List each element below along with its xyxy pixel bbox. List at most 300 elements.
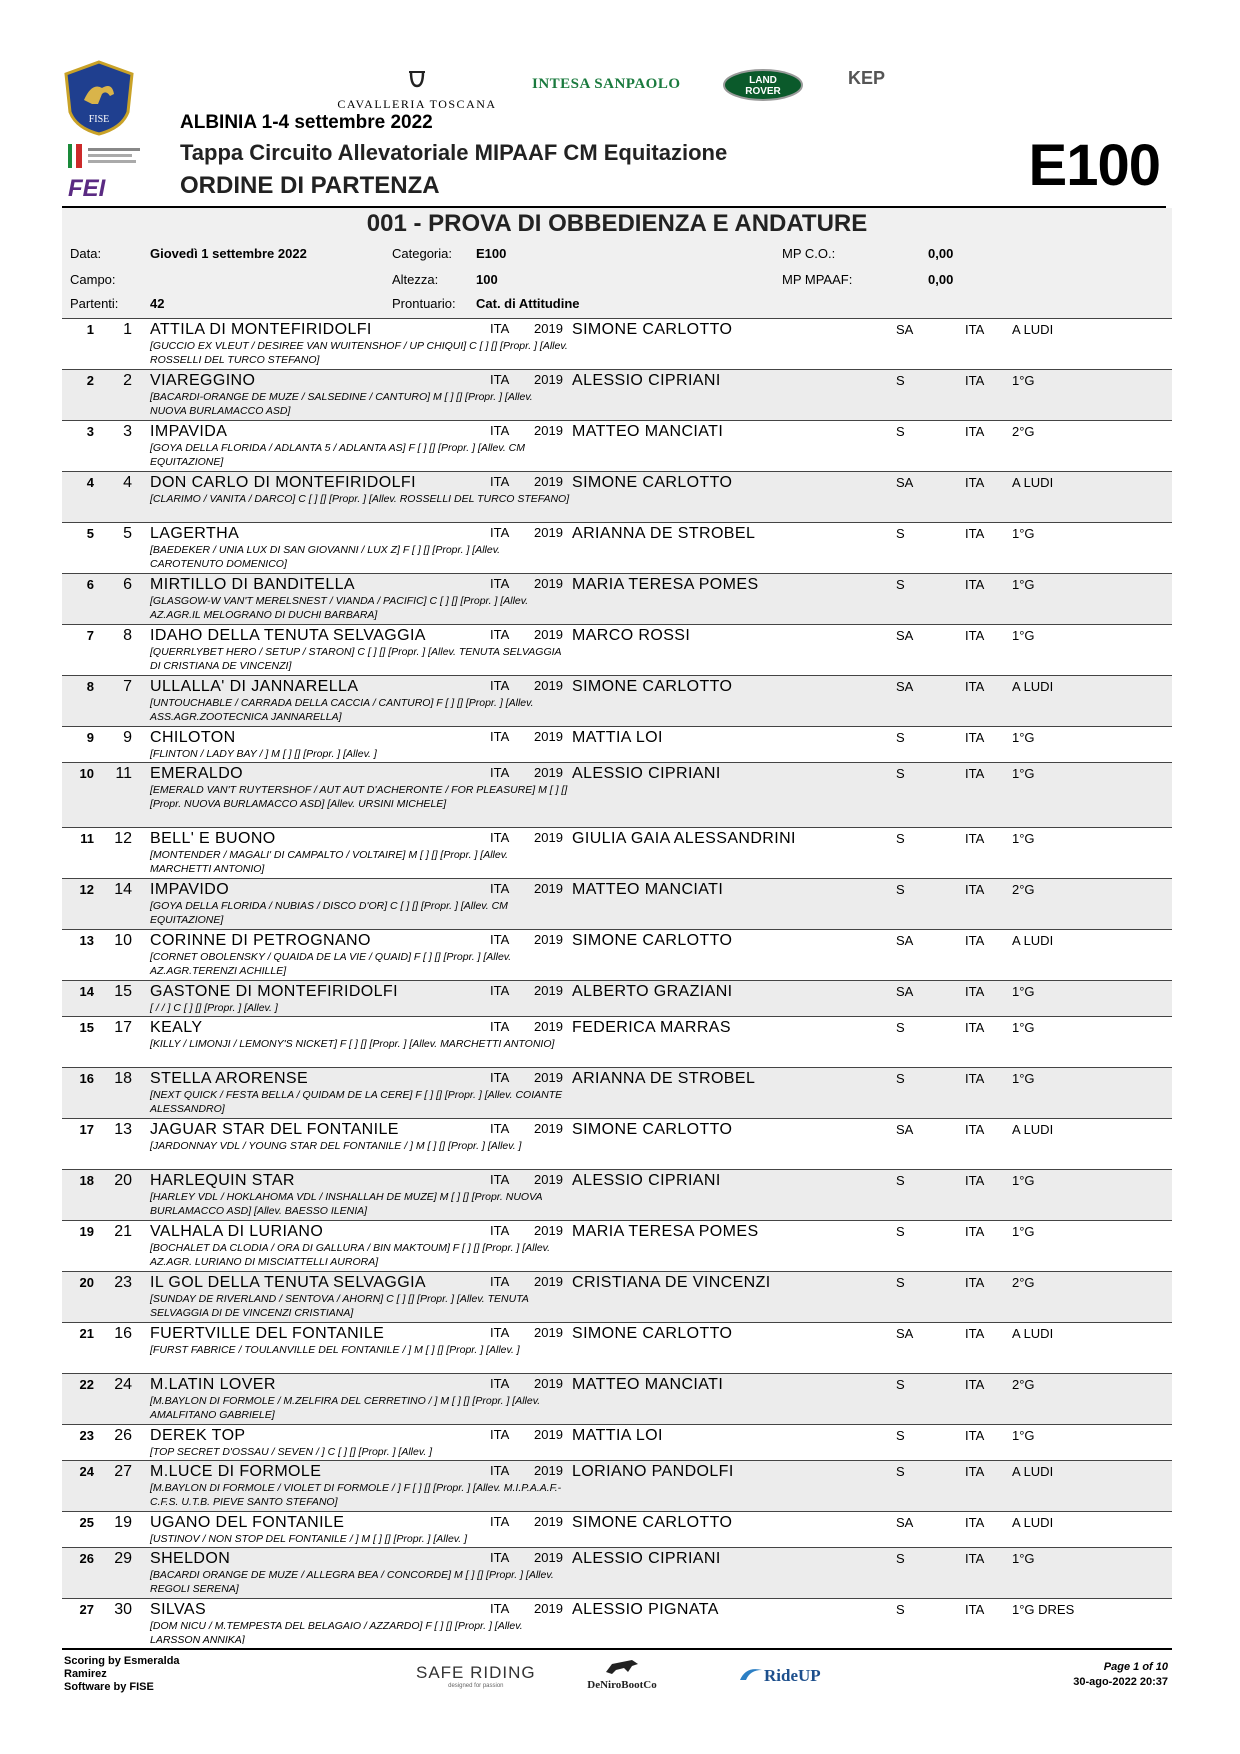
rideup-text: RideUP bbox=[764, 1666, 821, 1685]
coni-logo bbox=[66, 142, 146, 170]
start-list-row bbox=[62, 1424, 1172, 1460]
rider-category: S bbox=[896, 1173, 905, 1188]
start-order: 2 bbox=[86, 373, 94, 388]
rider-nation: ITA bbox=[965, 526, 985, 541]
rider-category: S bbox=[896, 373, 905, 388]
bib-number: 4 bbox=[123, 474, 132, 491]
horse-pedigree: [SUNDAY DE RIVERLAND / SENTOVA / AHORN] C [ ] [] [Propr. ] [Allev. TENUTA SELVAGGIA DI DE VINCENZI CRISTIANA] bbox=[150, 1293, 529, 1319]
rider-name: CRISTIANA DE VINCENZI bbox=[572, 1274, 771, 1291]
start-list-row bbox=[62, 1271, 1172, 1322]
horseshoe-icon bbox=[407, 68, 427, 90]
rider-group: 1°G bbox=[1012, 1224, 1035, 1239]
horse-name: IMPAVIDO bbox=[150, 881, 230, 898]
scoring-line-2: Ramirez bbox=[64, 1668, 107, 1680]
horse-birth-year: 2019 bbox=[534, 1070, 563, 1085]
rider-name: MARCO ROSSI bbox=[572, 627, 691, 644]
bib-number: 19 bbox=[114, 1514, 132, 1531]
footer-divider bbox=[62, 1648, 1172, 1650]
prontuario-value: Cat. di Attitudine bbox=[476, 296, 580, 311]
rider-group: 1°G bbox=[1012, 526, 1035, 541]
horse-birth-year: 2019 bbox=[534, 1172, 563, 1187]
kep-text: KEP bbox=[848, 68, 886, 88]
rider-category: S bbox=[896, 1428, 905, 1443]
horse-name: HARLEQUIN STAR bbox=[150, 1172, 295, 1189]
altezza-label: Altezza: bbox=[392, 272, 439, 287]
rider-group: 1°G bbox=[1012, 577, 1035, 592]
bib-number: 29 bbox=[114, 1550, 132, 1567]
scoring-line-3: Software by FISE bbox=[64, 1681, 154, 1693]
horse-name: JAGUAR STAR DEL FONTANILE bbox=[150, 1121, 399, 1138]
horse-birth-year: 2019 bbox=[534, 729, 563, 744]
horse-nation: ITA bbox=[490, 881, 510, 896]
start-list-row bbox=[62, 522, 1172, 573]
start-order: 16 bbox=[79, 1071, 94, 1086]
horse-name: EMERALDO bbox=[150, 765, 243, 782]
rider-group: 1°G bbox=[1012, 984, 1035, 999]
rider-nation: ITA bbox=[965, 1326, 985, 1341]
rider-group: 1°G bbox=[1012, 1020, 1035, 1035]
rider-name: MATTEO MANCIATI bbox=[572, 423, 724, 440]
rider-category: S bbox=[896, 766, 905, 781]
horse-pedigree: [GUCCIO EX VLEUT / DESIREE VAN WUITENSHOF / UP CHIQUI] C [ ] [] [Propr. ] [Allev. ROSSELLI DEL TURCO STEFANO] bbox=[150, 340, 568, 366]
start-order: 20 bbox=[79, 1275, 94, 1290]
horse-birth-year: 2019 bbox=[534, 576, 563, 591]
page-info bbox=[1073, 1660, 1168, 1690]
bib-number: 1 bbox=[123, 321, 132, 338]
start-order: 6 bbox=[86, 577, 94, 592]
rider-group: 1°G bbox=[1012, 373, 1035, 388]
campo-label: Campo: bbox=[70, 272, 116, 287]
rider-category: SA bbox=[896, 933, 914, 948]
start-order: 11 bbox=[80, 831, 94, 846]
class-code: E100 bbox=[1028, 133, 1160, 198]
mp-co-label: MP C.O.: bbox=[782, 246, 836, 261]
bib-number: 17 bbox=[114, 1019, 132, 1036]
rider-name: LORIANO PANDOLFI bbox=[572, 1463, 734, 1480]
start-list-row bbox=[62, 762, 1172, 827]
bib-number: 24 bbox=[114, 1376, 132, 1393]
scoring-credits bbox=[64, 1655, 180, 1697]
rider-name: ALBERTO GRAZIANI bbox=[572, 983, 733, 1000]
horse-nation: ITA bbox=[490, 474, 510, 489]
rider-name: ALESSIO CIPRIANI bbox=[572, 765, 721, 782]
intesa-sanpaolo-logo: INTESA SANPAOLO bbox=[532, 76, 681, 92]
rider-name: ALESSIO CIPRIANI bbox=[572, 1550, 721, 1567]
horse-birth-year: 2019 bbox=[534, 1376, 563, 1391]
partenti-label: Partenti: bbox=[70, 296, 119, 311]
horse-nation: ITA bbox=[490, 932, 510, 947]
prontuario-label: Prontuario: bbox=[392, 296, 456, 311]
svg-text:LAND: LAND bbox=[749, 75, 777, 86]
rider-nation: ITA bbox=[965, 1377, 985, 1392]
rider-name: FEDERICA MARRAS bbox=[572, 1019, 731, 1036]
start-order: 21 bbox=[79, 1326, 94, 1341]
rider-name: ALESSIO CIPRIANI bbox=[572, 1172, 721, 1189]
rider-group: 1°G bbox=[1012, 766, 1035, 781]
horse-nation: ITA bbox=[490, 627, 510, 642]
rider-name: ARIANNA DE STROBEL bbox=[572, 525, 756, 542]
rider-category: S bbox=[896, 1071, 905, 1086]
horse-birth-year: 2019 bbox=[534, 678, 563, 693]
rider-nation: ITA bbox=[965, 628, 985, 643]
rider-name: MARIA TERESA POMES bbox=[572, 576, 759, 593]
start-order: 25 bbox=[79, 1515, 94, 1530]
rider-name: MATTEO MANCIATI bbox=[572, 1376, 724, 1393]
rider-nation: ITA bbox=[965, 1275, 985, 1290]
start-list-row bbox=[62, 675, 1172, 726]
rider-nation: ITA bbox=[965, 1122, 985, 1137]
cavalleria-text: CAVALLERIA TOSCANA bbox=[337, 97, 497, 111]
rider-category: S bbox=[896, 730, 905, 745]
bib-number: 26 bbox=[114, 1427, 132, 1444]
horse-pedigree: [UNTOUCHABLE / CARRADA DELLA CACCIA / CANTURO] F [ ] [] [Propr. ] [Allev. ASS.AGR.ZOOTECNICA JANNARELLA] bbox=[150, 697, 534, 723]
horse-pedigree: [DOM NICU / M.TEMPESTA DEL BELAGAIO / AZZARDO] F [ ] [] [Propr. ] [Allev. LARSSON ANNIKA] bbox=[150, 1620, 523, 1644]
horse-pedigree: [FLINTON / LADY BAY / ] M [ ] [] [Propr. ] [Allev. ] bbox=[150, 748, 377, 760]
start-order: 27 bbox=[79, 1602, 94, 1617]
horse-name: M.LATIN LOVER bbox=[150, 1376, 276, 1393]
start-list-row bbox=[62, 420, 1172, 471]
rider-nation: ITA bbox=[965, 933, 985, 948]
bib-number: 2 bbox=[123, 372, 132, 389]
rider-nation: ITA bbox=[965, 475, 985, 490]
cavalleria-toscana-logo bbox=[332, 68, 502, 112]
horse-pedigree: [GLASGOW-W VAN'T MERELSNEST / VIANDA / PACIFIC] C [ ] [] [Propr. ] [Allev. AZ.AGR.IL MELOGRANO DI DUCHI BARBARA] bbox=[150, 595, 529, 621]
rider-category: SA bbox=[896, 679, 914, 694]
horse-pedigree: [EMERALD VAN'T RUYTERSHOF / AUT AUT D'ACHERONTE / FOR PLEASURE] M [ ] [] [Propr. NUOVA BURLAMACCO ASD] [Allev. URSINI MICHELE] bbox=[150, 784, 568, 810]
rider-nation: ITA bbox=[965, 984, 985, 999]
start-order: 24 bbox=[79, 1464, 94, 1479]
horse-name: DEREK TOP bbox=[150, 1427, 246, 1444]
horse-nation: ITA bbox=[490, 1376, 510, 1391]
start-order: 10 bbox=[79, 766, 94, 781]
start-list bbox=[62, 318, 1172, 1644]
horse-pedigree: [BACARDI-ORANGE DE MUZE / SALSEDINE / CANTURO] M [ ] [] [Propr. ] [Allev. NUOVA BURLAMACCO ASD] bbox=[150, 391, 533, 417]
start-order: 8 bbox=[86, 679, 94, 694]
start-order: 15 bbox=[79, 1020, 94, 1035]
horse-name: M.LUCE DI FORMOLE bbox=[150, 1463, 322, 1480]
horse-nation: ITA bbox=[490, 765, 510, 780]
deniro-boot-text: DeNiroBootCo bbox=[587, 1679, 657, 1691]
rider-group: 1°G bbox=[1012, 730, 1035, 745]
start-list-row bbox=[62, 1547, 1172, 1598]
horse-birth-year: 2019 bbox=[534, 321, 563, 336]
rider-name: SIMONE CARLOTTO bbox=[572, 474, 733, 491]
bib-number: 11 bbox=[115, 765, 132, 782]
horse-name: VIAREGGINO bbox=[150, 372, 256, 389]
rider-group: 2°G bbox=[1012, 424, 1035, 439]
bib-number: 6 bbox=[123, 576, 132, 593]
horse-pedigree: [BAEDEKER / UNIA LUX DI SAN GIOVANNI / LUX Z] F [ ] [] [Propr. ] [Allev. CAROTENUTO DOMENICO] bbox=[150, 544, 501, 570]
horse-name: ATTILA DI MONTEFIRIDOLFI bbox=[150, 321, 372, 338]
rider-name: MATTIA LOI bbox=[572, 729, 663, 746]
horse-birth-year: 2019 bbox=[534, 1601, 563, 1616]
horse-pedigree: [MONTENDER / MAGALI' DI CAMPALTO / VOLTAIRE] M [ ] [] [Propr. ] [Allev. MARCHETTI ANTONIO] bbox=[150, 849, 509, 875]
horse-pedigree: [JARDONNAY VDL / YOUNG STAR DEL FONTANILE / ] M [ ] [] [Propr. ] [Allev. ] bbox=[150, 1140, 522, 1152]
horse-name: IL GOL DELLA TENUTA SELVAGGIA bbox=[150, 1274, 426, 1291]
rider-group: 2°G bbox=[1012, 1377, 1035, 1392]
horse-name: FUERTVILLE DEL FONTANILE bbox=[150, 1325, 385, 1342]
bib-number: 3 bbox=[123, 423, 132, 440]
rider-nation: ITA bbox=[965, 1071, 985, 1086]
fei-logo bbox=[66, 174, 136, 200]
start-order: 22 bbox=[79, 1377, 94, 1392]
competition-title: 001 - PROVA DI OBBEDIENZA E ANDATURE bbox=[366, 210, 868, 237]
start-list-row bbox=[62, 980, 1172, 1016]
start-list-row bbox=[62, 1598, 1172, 1644]
bib-number: 9 bbox=[123, 729, 132, 746]
horse-birth-year: 2019 bbox=[534, 983, 563, 998]
start-order: 14 bbox=[79, 984, 94, 999]
start-list-row bbox=[62, 1169, 1172, 1220]
svg-text:FEI: FEI bbox=[68, 175, 106, 200]
bib-number: 7 bbox=[123, 678, 132, 695]
safe-riding-text: SAFE RIDING bbox=[416, 1663, 536, 1682]
rider-nation: ITA bbox=[965, 1020, 985, 1035]
bib-number: 27 bbox=[114, 1463, 132, 1480]
start-order: 7 bbox=[86, 628, 94, 643]
rider-group: 1°G bbox=[1012, 831, 1035, 846]
horse-name: SHELDON bbox=[150, 1550, 231, 1567]
rider-category: S bbox=[896, 1275, 905, 1290]
horse-nation: ITA bbox=[490, 1550, 510, 1565]
bib-number: 12 bbox=[114, 830, 132, 847]
rider-nation: ITA bbox=[965, 679, 985, 694]
horse-pedigree: [GOYA DELLA FLORIDA / ADLANTA 5 / ADLANTA AS] F [ ] [] [Propr. ] [Allev. CM EQUITAZIONE] bbox=[150, 442, 525, 468]
horse-nation: ITA bbox=[490, 372, 510, 387]
rider-group: A LUDI bbox=[1012, 1326, 1054, 1341]
start-order: 3 bbox=[86, 424, 94, 439]
start-list-row bbox=[62, 369, 1172, 420]
event-subtitle: Tappa Circuito Allevatoriale MIPAAF CM Equitazione bbox=[180, 140, 728, 165]
start-list-row bbox=[62, 1373, 1172, 1424]
rider-group: 1°G bbox=[1012, 1551, 1035, 1566]
horse-birth-year: 2019 bbox=[534, 1274, 563, 1289]
safe-riding-logo bbox=[416, 1663, 536, 1689]
rider-category: S bbox=[896, 1551, 905, 1566]
rider-nation: ITA bbox=[965, 373, 985, 388]
rider-nation: ITA bbox=[965, 1515, 985, 1530]
land-rover-logo bbox=[722, 68, 804, 102]
horse-birth-year: 2019 bbox=[534, 881, 563, 896]
horse-birth-year: 2019 bbox=[534, 1121, 563, 1136]
horse-nation: ITA bbox=[490, 1325, 510, 1340]
rider-category: S bbox=[896, 1224, 905, 1239]
data-value: Giovedì 1 settembre 2022 bbox=[150, 246, 307, 261]
horse-name: CHILOTON bbox=[150, 729, 236, 746]
start-list-row bbox=[62, 624, 1172, 675]
horse-nation: ITA bbox=[490, 1121, 510, 1136]
bib-number: 8 bbox=[123, 627, 132, 644]
safe-riding-tagline: designed for passion bbox=[448, 1683, 504, 1689]
horse-nation: ITA bbox=[490, 678, 510, 693]
horse-birth-year: 2019 bbox=[534, 525, 563, 540]
horse-pedigree: [KILLY / LIMONJI / LEMONY'S NICKET] F [ ] [] [Propr. ] [Allev. MARCHETTI ANTONIO] bbox=[150, 1038, 555, 1050]
mp-mipaaf-value: 0,00 bbox=[928, 272, 954, 287]
rider-name: SIMONE CARLOTTO bbox=[572, 1121, 733, 1138]
start-list-row bbox=[62, 726, 1172, 762]
horse-name: DON CARLO DI MONTEFIRIDOLFI bbox=[150, 474, 416, 491]
mp-mipaaf-label: MP MPAAF: bbox=[782, 272, 853, 287]
horse-name: LAGERTHA bbox=[150, 525, 240, 542]
horse-nation: ITA bbox=[490, 729, 510, 744]
horse-pedigree: [TOP SECRET D'OSSAU / SEVEN / ] C [ ] [] [Propr. ] [Allev. ] bbox=[150, 1446, 433, 1458]
rider-category: SA bbox=[896, 1326, 914, 1341]
rider-name: MATTIA LOI bbox=[572, 1427, 663, 1444]
horse-birth-year: 2019 bbox=[534, 474, 563, 489]
start-list-row bbox=[62, 929, 1172, 980]
horse-pedigree: [NEXT QUICK / FESTA BELLA / QUIDAM DE LA CERE] F [ ] [] [Propr. ] [Allev. COIANTE ALESSANDRO] bbox=[150, 1089, 563, 1115]
bib-number: 5 bbox=[123, 525, 132, 542]
start-order: 4 bbox=[86, 475, 94, 490]
rider-category: S bbox=[896, 526, 905, 541]
rider-category: S bbox=[896, 424, 905, 439]
rider-name: GIULIA GAIA ALESSANDRINI bbox=[572, 830, 796, 847]
horse-name: CORINNE DI PETROGNANO bbox=[150, 932, 371, 949]
start-order: 5 bbox=[86, 526, 94, 541]
start-order: 13 bbox=[79, 933, 94, 948]
horse-name: VALHALA DI LURIANO bbox=[150, 1223, 324, 1240]
rider-category: S bbox=[896, 1464, 905, 1479]
start-order: 18 bbox=[79, 1173, 94, 1188]
rider-group: 1°G bbox=[1012, 1173, 1035, 1188]
rider-nation: ITA bbox=[965, 1602, 985, 1617]
horse-name: IDAHO DELLA TENUTA SELVAGGIA bbox=[150, 627, 426, 644]
partenti-value: 42 bbox=[150, 296, 165, 311]
rideup-logo bbox=[738, 1664, 821, 1686]
bib-number: 18 bbox=[114, 1070, 132, 1087]
rider-nation: ITA bbox=[965, 1173, 985, 1188]
rideup-swoosh-icon bbox=[738, 1664, 764, 1684]
horse-birth-year: 2019 bbox=[534, 423, 563, 438]
print-datetime: 30-ago-2022 20:37 bbox=[1073, 1676, 1168, 1688]
rider-name: SIMONE CARLOTTO bbox=[572, 1325, 733, 1342]
start-list-row bbox=[62, 573, 1172, 624]
start-order: 9 bbox=[86, 730, 94, 745]
horse-nation: ITA bbox=[490, 525, 510, 540]
svg-text:FISE: FISE bbox=[88, 114, 110, 125]
horse-pedigree: [BACARDI ORANGE DE MUZE / ALLEGRA BEA / CONCORDE] M [ ] [] [Propr. ] [Allev. REGOLI SERENA] bbox=[150, 1569, 554, 1595]
start-order: 1 bbox=[86, 322, 94, 337]
horse-nation: ITA bbox=[490, 1463, 510, 1478]
rider-category: S bbox=[896, 1602, 905, 1617]
page-number: Page 1 of 10 bbox=[1103, 1661, 1168, 1673]
rider-category: S bbox=[896, 882, 905, 897]
rider-nation: ITA bbox=[965, 766, 985, 781]
rider-category: SA bbox=[896, 475, 914, 490]
horse-birth-year: 2019 bbox=[534, 1223, 563, 1238]
horse-name: SILVAS bbox=[150, 1601, 207, 1618]
bib-number: 10 bbox=[114, 932, 132, 949]
rider-name: SIMONE CARLOTTO bbox=[572, 932, 733, 949]
rider-category: SA bbox=[896, 1122, 914, 1137]
horse-pedigree: [M.BAYLON DI FORMOLE / M.ZELFIRA DEL CERRETINO / ] M [ ] [] [Propr. ] [Allev. AMALFITANO GABRIELE] bbox=[150, 1395, 541, 1421]
horse-pedigree: [QUERRLYBET HERO / SETUP / STARON] C [ ] [] [Propr. ] [Allev. TENUTA SELVAGGIA DI CRISTIANA DE VINCENZI] bbox=[150, 646, 562, 672]
start-order: 23 bbox=[79, 1428, 94, 1443]
bib-number: 16 bbox=[114, 1325, 132, 1342]
horse-nation: ITA bbox=[490, 1427, 510, 1442]
start-list-row bbox=[62, 318, 1172, 369]
horse-nation: ITA bbox=[490, 983, 510, 998]
bib-number: 21 bbox=[114, 1223, 132, 1240]
rider-name: SIMONE CARLOTTO bbox=[572, 321, 733, 338]
start-list-row bbox=[62, 878, 1172, 929]
rider-nation: ITA bbox=[965, 1464, 985, 1479]
rider-group: A LUDI bbox=[1012, 933, 1054, 948]
data-label: Data: bbox=[70, 246, 102, 261]
horse-birth-year: 2019 bbox=[534, 1514, 563, 1529]
horse-nation: ITA bbox=[490, 423, 510, 438]
rider-nation: ITA bbox=[965, 1428, 985, 1443]
horse-birth-year: 2019 bbox=[534, 765, 563, 780]
rider-nation: ITA bbox=[965, 882, 985, 897]
horse-nation: ITA bbox=[490, 1601, 510, 1616]
categoria-label: Categoria: bbox=[392, 246, 452, 261]
horse-nation: ITA bbox=[490, 1223, 510, 1238]
rider-category: SA bbox=[896, 1515, 914, 1530]
horse-birth-year: 2019 bbox=[534, 1427, 563, 1442]
horse-name: GASTONE DI MONTEFIRIDOLFI bbox=[150, 983, 398, 1000]
svg-text:ROVER: ROVER bbox=[745, 86, 781, 97]
rider-group: 1°G DRES bbox=[1012, 1602, 1075, 1617]
categoria-value: E100 bbox=[476, 246, 507, 261]
horse-name: ULLALLA' DI JANNARELLA bbox=[150, 678, 359, 695]
rider-group: A LUDI bbox=[1012, 1122, 1054, 1137]
horse-pedigree: [FURST FABRICE / TOULANVILLE DEL FONTANILE / ] M [ ] [] [Propr. ] [Allev. ] bbox=[150, 1344, 520, 1356]
rider-category: S bbox=[896, 577, 905, 592]
horse-name: IMPAVIDA bbox=[150, 423, 228, 440]
horse-nation: ITA bbox=[490, 1019, 510, 1034]
rider-group: 2°G bbox=[1012, 882, 1035, 897]
scoring-line-1: Scoring by Esmeralda bbox=[64, 1655, 180, 1667]
horse-birth-year: 2019 bbox=[534, 932, 563, 947]
rider-category: S bbox=[896, 831, 905, 846]
horse-pedigree: [BOCHALET DA CLODIA / ORA DI GALLURA / BIN MAKTOUM] F [ ] [] [Propr. ] [Allev. AZ.AGR. LURIANO DI MISCIATTELLI AURORA] bbox=[150, 1242, 551, 1268]
horse-pedigree: [HARLEY VDL / HOKLAHOMA VDL / INSHALLAH DE MUZE] M [ ] [] [Propr. NUOVA BURLAMACCO ASD] [Allev. BAESSO ILENIA] bbox=[150, 1191, 543, 1217]
rider-category: SA bbox=[896, 984, 914, 999]
horse-birth-year: 2019 bbox=[534, 1463, 563, 1478]
start-list-row bbox=[62, 471, 1172, 522]
rider-group: 1°G bbox=[1012, 1428, 1035, 1443]
rider-name: ALESSIO PIGNATA bbox=[572, 1601, 719, 1618]
horse-name: KEALY bbox=[150, 1019, 203, 1036]
horse-nation: ITA bbox=[490, 830, 510, 845]
start-order: 12 bbox=[79, 882, 94, 897]
start-list-row bbox=[62, 1067, 1172, 1118]
start-order: 19 bbox=[79, 1224, 94, 1239]
horse-birth-year: 2019 bbox=[534, 372, 563, 387]
document-type: ORDINE DI PARTENZA bbox=[180, 172, 440, 199]
rider-group: A LUDI bbox=[1012, 475, 1054, 490]
bib-number: 14 bbox=[114, 881, 132, 898]
event-title: ALBINIA 1-4 settembre 2022 bbox=[180, 112, 433, 133]
rider-name: SIMONE CARLOTTO bbox=[572, 1514, 733, 1531]
horse-silhouette-icon bbox=[602, 1658, 642, 1676]
start-order: 17 bbox=[79, 1122, 94, 1137]
rider-category: SA bbox=[896, 628, 914, 643]
rider-nation: ITA bbox=[965, 730, 985, 745]
rider-group: 1°G bbox=[1012, 1071, 1035, 1086]
horse-birth-year: 2019 bbox=[534, 1019, 563, 1034]
rider-nation: ITA bbox=[965, 831, 985, 846]
bib-number: 23 bbox=[114, 1274, 132, 1291]
start-list-row bbox=[62, 1016, 1172, 1067]
rider-nation: ITA bbox=[965, 424, 985, 439]
start-order: 26 bbox=[79, 1551, 94, 1566]
start-list-row bbox=[62, 827, 1172, 878]
bib-number: 30 bbox=[114, 1601, 132, 1618]
rider-category: S bbox=[896, 1020, 905, 1035]
horse-name: STELLA ARORENSE bbox=[150, 1070, 309, 1087]
